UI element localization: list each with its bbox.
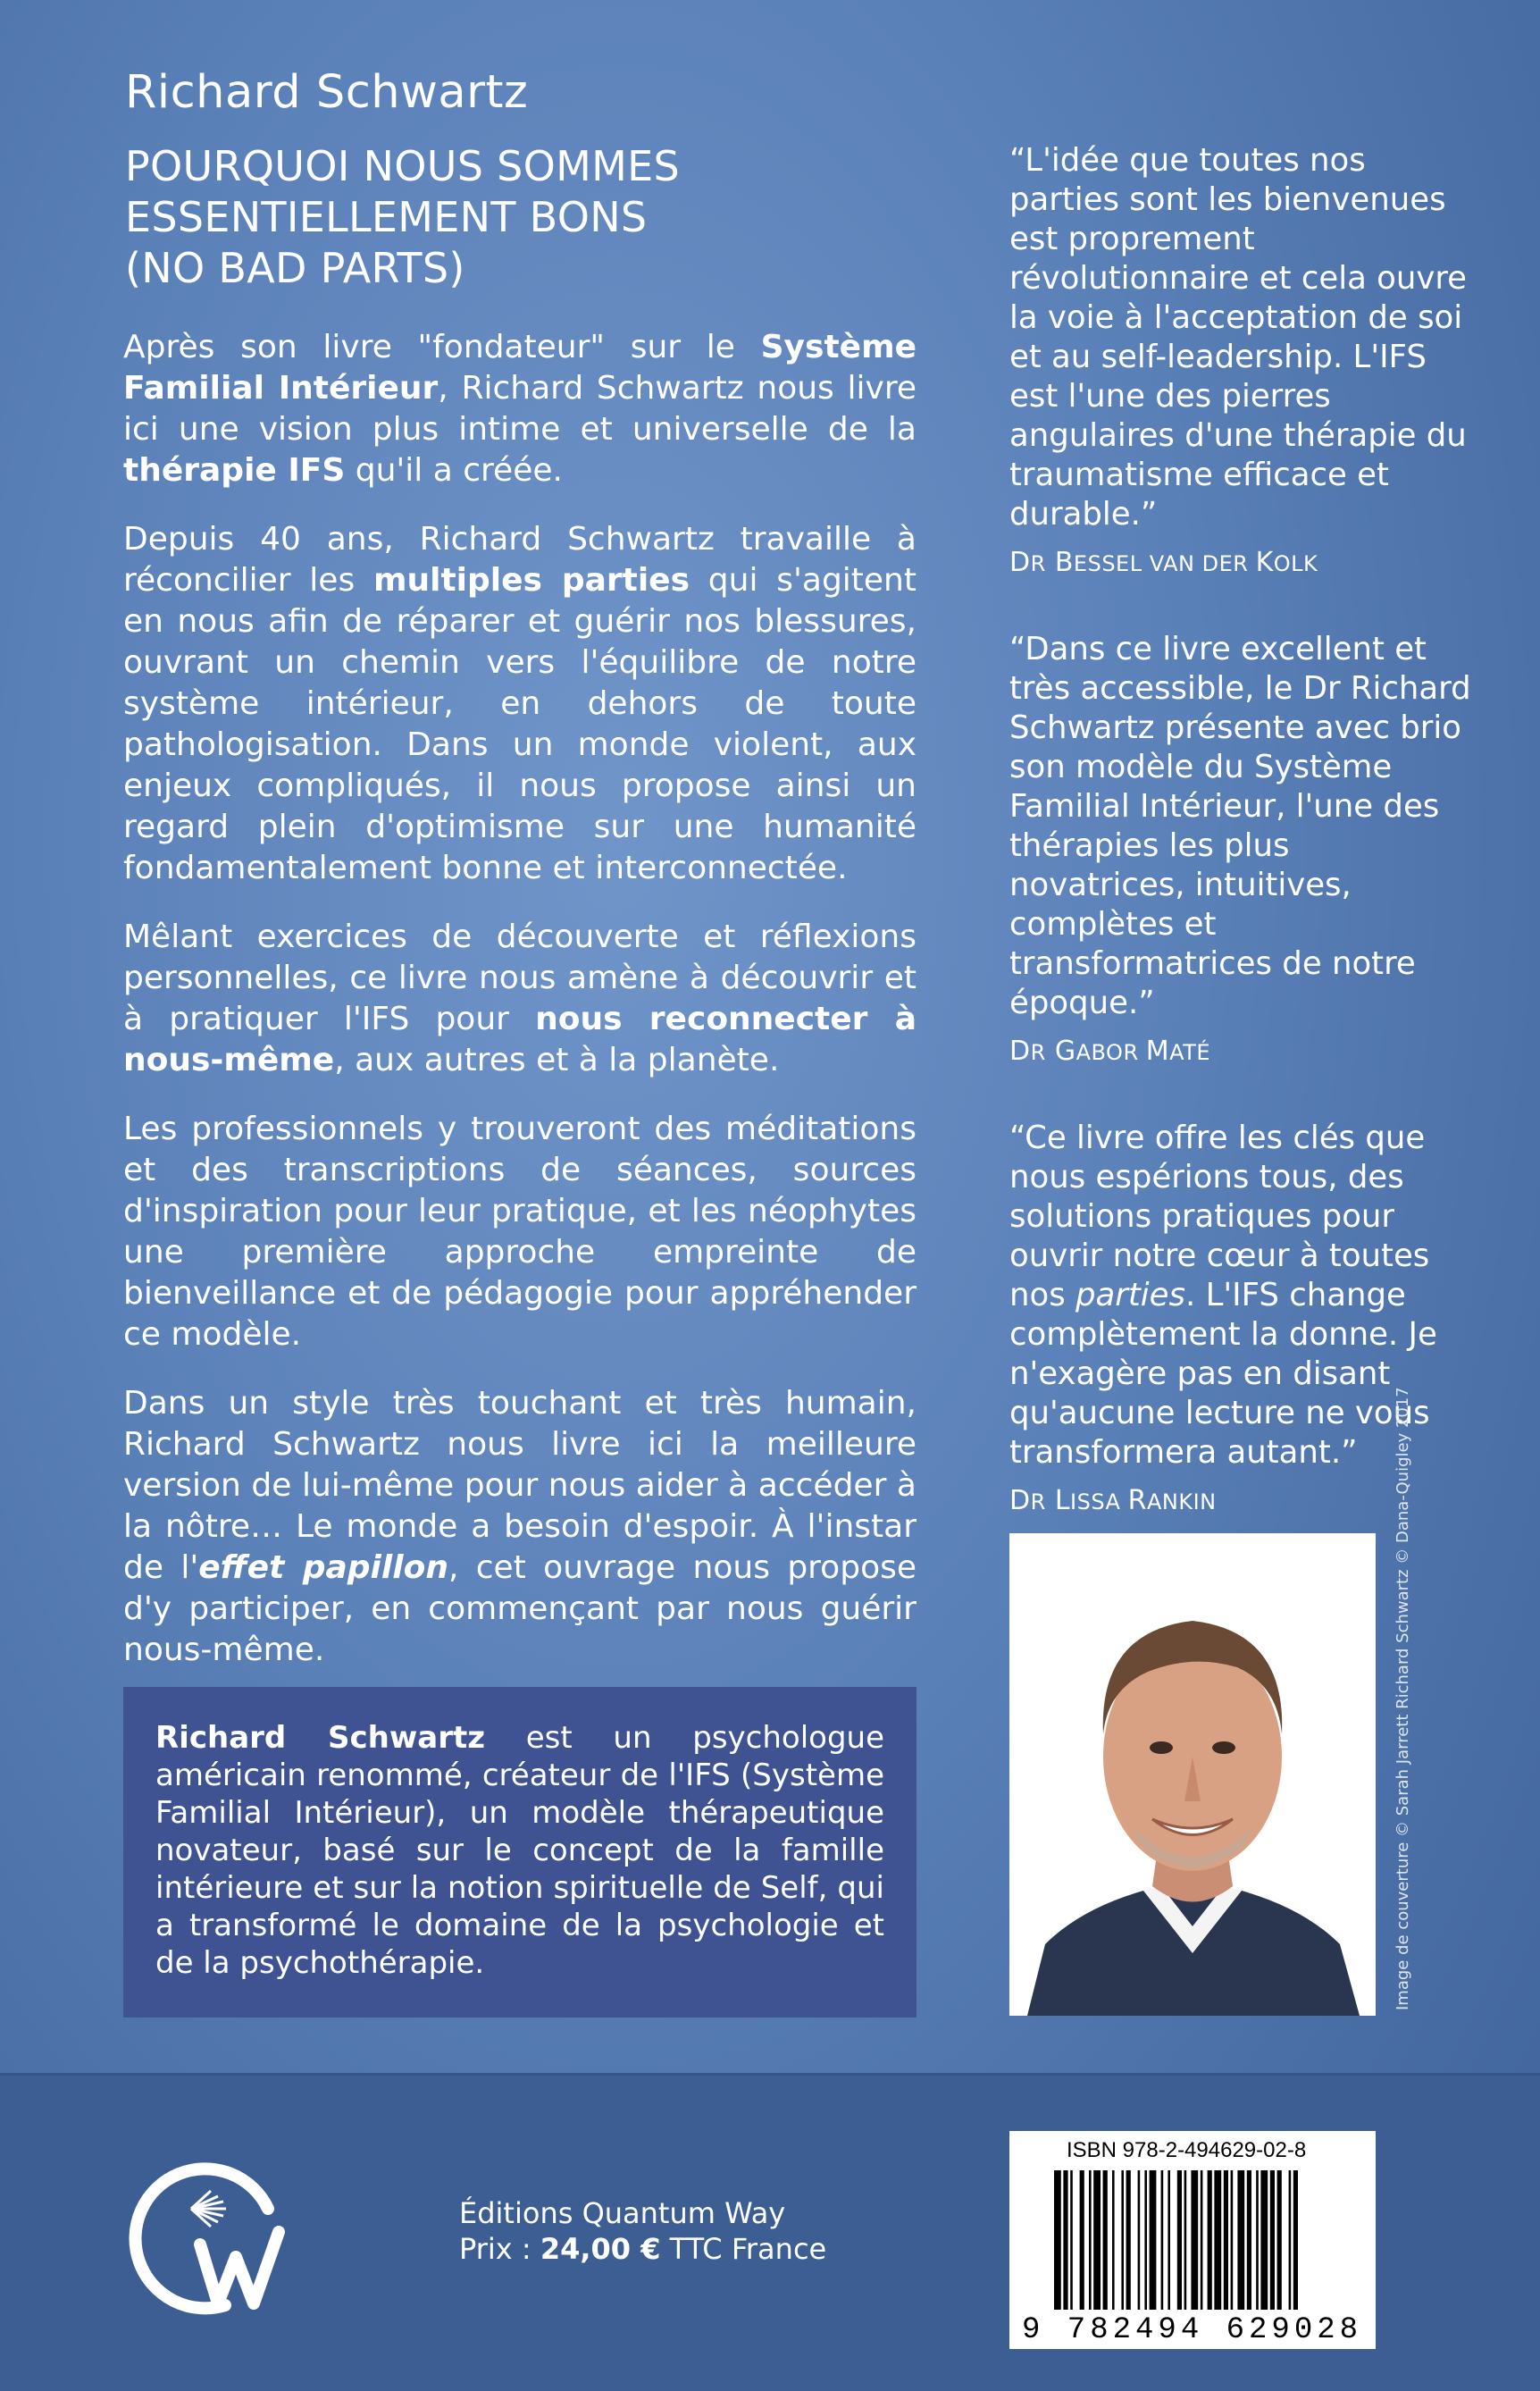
author-photo [1009, 1533, 1376, 2016]
title-line-2: ESSENTIELLEMENT BONS [125, 193, 648, 241]
paragraph-2: Depuis 40 ans, Richard Schwartz travaille à réconcilier les multiples parties qui s'agitent en nous afin de réparer et guérir nos blessures, ouvrant un chemin vers l'équilibre de notre système intérieur, en dehors de toute pathologisation. Dans un monde violent, aux enjeux compliqués, il nous propose ainsi un regard plein d'optimisme sur une humanité fondamentalement bonne et interconnectée. [123, 521, 916, 886]
isbn-label: ISBN 978-2-494629-02-8 [1067, 2138, 1307, 2162]
author-bio-box [123, 1687, 916, 2018]
publisher-name: Éditions Quantum Way [459, 2196, 786, 2230]
endorsement-1 [1009, 141, 1474, 583]
photo-credit: Image de couverture © Sarah Jarrett Richard Schwartz © Dana-Quigley 2017 [1394, 1387, 1412, 2010]
publisher-logo-icon [118, 2146, 297, 2325]
price: Prix : 24,00 € TTC France [459, 2232, 827, 2266]
publisher-info [459, 2195, 826, 2267]
endorsement-text: “Ce livre offre les clés que nous espérions tous, des solutions pratiques pour ouvrir notre cœur à toutes nos parties. L'IFS change complètement la donne. Je n'exagère pas en disant qu'aucune lecture ne vous transformera autant.” [1009, 1120, 1437, 1471]
endorsement-attribution: DR LISSA RANKIN [1009, 1485, 1217, 1516]
barcode [1009, 2131, 1376, 2349]
paragraph-3: Mêlant exercices de découverte et réflexions personnelles, ce livre nous amène à découvrir et à pratiquer l'IFS pour nous reconnecter à nous-même, aux autres et à la planète. [123, 919, 916, 1078]
endorsement-attribution: DR BESSEL VAN DER KOLK [1009, 547, 1318, 578]
endorsement-attribution: DR GABOR MATÉ [1009, 1036, 1211, 1067]
paragraph-1: Après son livre "fondateur" sur le Système Familial Intérieur, Richard Schwartz nous livre ici une vision plus intime et universelle de la thérapie IFS qu'il a créée. [123, 329, 916, 489]
barcode-number: 9 782494 629028 [1022, 2313, 1363, 2347]
endorsement-text: “Dans ce livre excellent et très accessible, le Dr Richard Schwartz présente avec brio son modèle du Système Familial Intérieur, l'une des thérapies les plus novatrices, intuitives, complètes et transformatrices de notre époque.” [1009, 631, 1471, 1021]
back-cover-text [123, 327, 916, 1699]
author-bio: Richard Schwartz est un psychologue américain renommé, créateur de l'IFS (Système Familial Intérieur), un modèle thérapeutique novateur, basé sur le concept de la famille intérieure et sur la notion spirituelle de Self, qui a transformé le domaine de la psychologie et de la psychothérapie. [155, 1720, 884, 1981]
title-line-3: (NO BAD PARTS) [125, 244, 465, 292]
endorsements [1009, 141, 1474, 1568]
endorsement-text: “L'idée que toutes nos parties sont les bienvenues est proprement révolutionnaire et cela ouvre la voie à l'acceptation de soi et au self-leadership. L'IFS est l'une des pierres angulaires d'une thérapie du traumatisme efficace et durable.” [1009, 142, 1467, 533]
author-name: Richard Schwartz [125, 66, 529, 119]
book-title [125, 141, 680, 294]
paragraph-5: Dans un style très touchant et très humain, Richard Schwartz nous livre ici la meilleure version de lui-même pour nous aider à accéder à la nôtre… Le monde a besoin d'espoir. À l'instar de l'effet papillon, cet ouvrage nous propose d'y participer, en commençant par nous guérir nous-même. [123, 1385, 916, 1668]
paragraph-4: Les professionnels y trouveront des méditations et des transcriptions de séances, sources d'inspiration pour leur pratique, et les néophytes une première approche empreinte de bienveillance et de pédagogie pour appréhender ce modèle. [123, 1111, 916, 1353]
endorsement-2 [1009, 630, 1474, 1072]
title-line-1: POURQUOI NOUS SOMMES [125, 142, 681, 190]
